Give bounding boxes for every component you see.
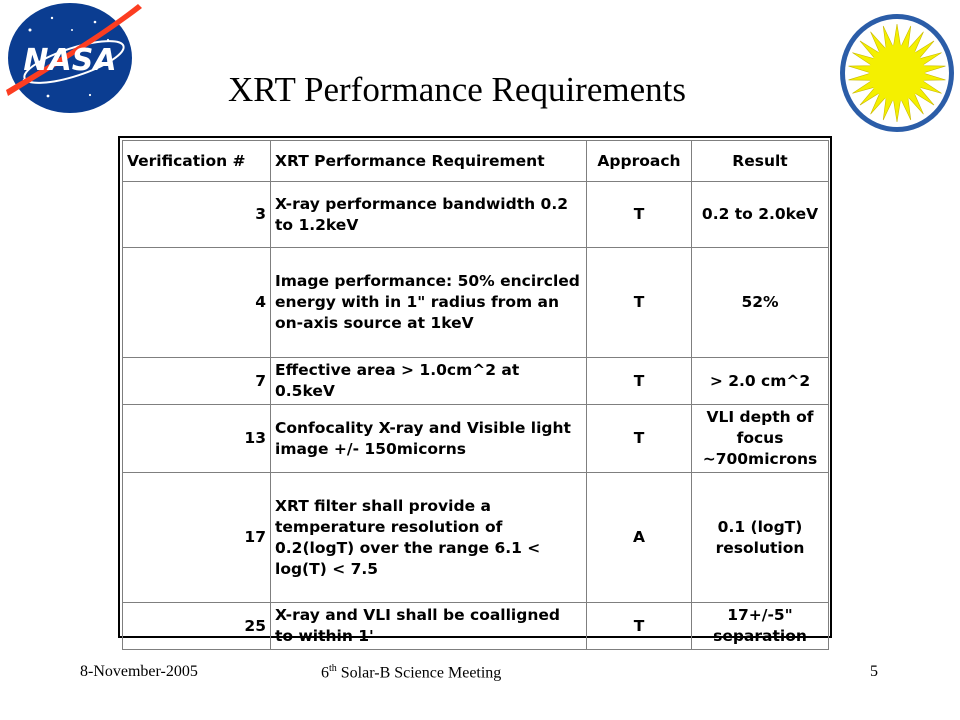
header-requirement: XRT Performance Requirement <box>271 141 587 182</box>
approach-value: T <box>587 603 692 650</box>
requirement-text: Confocality X-ray and Visible light image +/- 150micorns <box>271 405 587 473</box>
header-approach: Approach <box>587 141 692 182</box>
footer-page-number: 5 <box>870 663 878 680</box>
requirements-table-frame <box>118 136 832 645</box>
verification-number: 25 <box>123 603 271 650</box>
requirement-text: X-ray performance bandwidth 0.2 to 1.2keV <box>271 182 587 248</box>
sun-logo <box>838 12 956 134</box>
requirements-table <box>122 140 829 650</box>
approach-value: T <box>587 248 692 358</box>
footer-date: 8-November-2005 <box>80 663 198 680</box>
result-value: 0.1 (logT) resolution <box>692 473 829 603</box>
approach-value: T <box>587 358 692 405</box>
header-verification: Verification # <box>123 141 271 182</box>
approach-value: A <box>587 473 692 603</box>
verification-number: 3 <box>123 182 271 248</box>
slide-title: XRT Performance Requirements <box>228 70 686 109</box>
header-result: Result <box>692 141 829 182</box>
approach-value: T <box>587 182 692 248</box>
verification-number: 13 <box>123 405 271 473</box>
footer-meeting-text: Solar-B Science Meeting <box>336 664 502 682</box>
table-row <box>123 473 829 603</box>
requirement-text: X-ray and VLI shall be coalligned to within 1' <box>271 603 587 650</box>
verification-number: 7 <box>123 358 271 405</box>
verification-number: 4 <box>123 248 271 358</box>
requirement-text: Image performance: 50% encircled energy with in 1" radius from an on-axis source at 1keV <box>271 248 587 358</box>
footer-meeting-suffix: th <box>329 663 337 674</box>
result-value: 17+/-5" separation <box>692 603 829 650</box>
approach-value: T <box>587 405 692 473</box>
table-row <box>123 405 829 473</box>
footer-meeting-number: 6 <box>321 664 329 682</box>
table-row <box>123 603 829 650</box>
table-header-row <box>123 141 829 182</box>
result-value: > 2.0 cm^2 <box>692 358 829 405</box>
table-row <box>123 248 829 358</box>
nasa-logo <box>0 0 146 118</box>
result-value: 52% <box>692 248 829 358</box>
verification-number: 17 <box>123 473 271 603</box>
result-value: 0.2 to 2.0keV <box>692 182 829 248</box>
footer-meeting <box>321 663 501 682</box>
requirement-text: XRT filter shall provide a temperature resolution of 0.2(logT) over the range 6.1 < log(T) < 7.5 <box>271 473 587 603</box>
table-row <box>123 182 829 248</box>
requirement-text: Effective area > 1.0cm^2 at 0.5keV <box>271 358 587 405</box>
nasa-logo-text: NASA <box>23 43 117 78</box>
result-value: VLI depth of focus ~700microns <box>692 405 829 473</box>
table-row <box>123 358 829 405</box>
